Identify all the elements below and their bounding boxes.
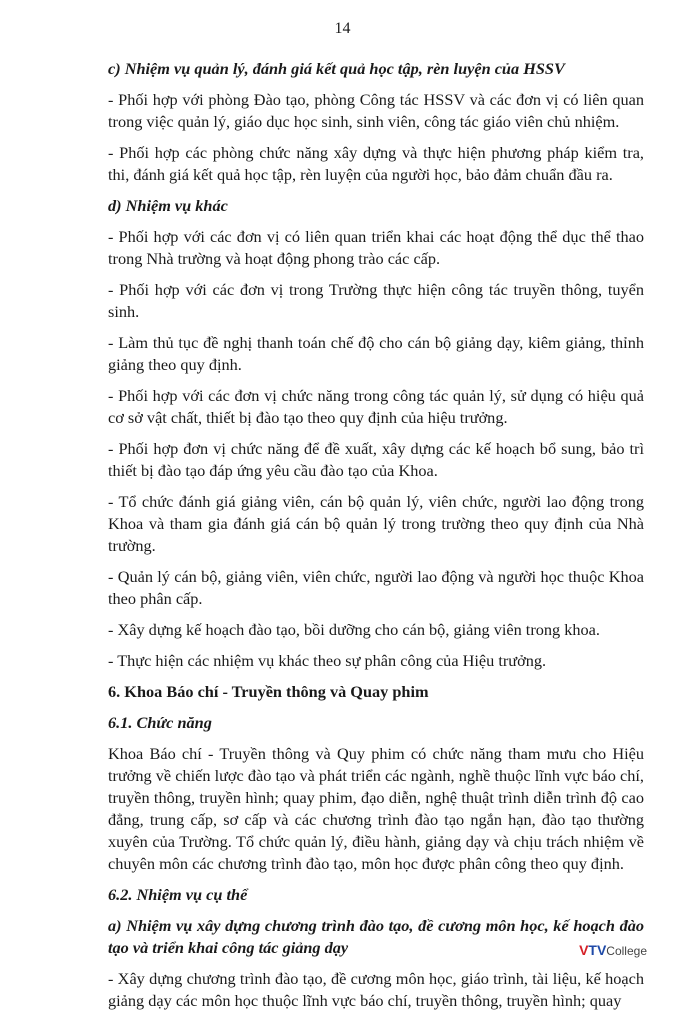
paragraph: - Phối hợp đơn vị chức năng để đề xuất, xây dựng các kế hoạch bổ sung, bảo trì thiết bị đào tạo đáp ứng yêu cầu đào tạo của Khoa. — [108, 439, 644, 480]
logo-part2: TV — [588, 942, 607, 958]
paragraph: Khoa Báo chí - Truyền thông và Quy phim có chức năng tham mưu cho Hiệu trưởng về chiến lược đào tạo và phát triển các ngành, nghề thuộc lĩnh vực báo chí, truyền thông, truyền hình; quay phim, đạo diễn, nghệ thuật trình diễn trình độ cao đẳng, trung cấp, sơ cấp và các chương trình đào tạo ngắn hạn, đào tạo thường xuyên của Trường. Tổ chức quản lý, điều hành, giảng dạy và chịu trách nhiệm về chuyên môn các chương trình đào tạo, môn học được phân công theo quy định. — [108, 744, 644, 873]
document-body — [108, 58, 644, 1021]
section-heading: 6. Khoa Báo chí - Truyền thông và Quay phim — [108, 682, 429, 701]
paragraph: - Quản lý cán bộ, giảng viên, viên chức, người lao động và người học thuộc Khoa theo phân cấp. — [108, 567, 644, 608]
section-subheading: d) Nhiệm vụ khác — [108, 196, 228, 215]
paragraph: - Tổ chức đánh giá giảng viên, cán bộ quản lý, viên chức, người lao động trong Khoa và tham gia đánh giá cán bộ quản lý trong trường theo quy định của Nhà trường. — [108, 492, 644, 555]
vtv-college-logo — [579, 942, 647, 958]
subsection-heading: 6.1. Chức năng — [108, 713, 212, 732]
logo-part1: V — [579, 942, 589, 958]
paragraph: - Phối hợp các phòng chức năng xây dựng và thực hiện phương pháp kiểm tra, thi, đánh giá kết quả học tập, rèn luyện của người học, bảo đảm chuẩn đầu ra. — [108, 143, 644, 184]
paragraph: - Phối hợp với các đơn vị chức năng trong công tác quản lý, sử dụng có hiệu quả cơ sở vật chất, thiết bị đào tạo theo quy định của hiệu trưởng. — [108, 386, 644, 427]
paragraph: - Phối hợp với phòng Đào tạo, phòng Công tác HSSV và các đơn vị có liên quan trong việc quản lý, giáo dục học sinh, sinh viên, công tác giáo viên chủ nhiệm. — [108, 90, 644, 131]
paragraph: - Xây dựng chương trình đào tạo, đề cương môn học, giáo trình, tài liệu, kế hoạch giảng dạy các môn học thuộc lĩnh vực báo chí, truyền thông, truyền hình; quay — [108, 969, 644, 1010]
paragraph: - Làm thủ tục đề nghị thanh toán chế độ cho cán bộ giảng dạy, kiêm giảng, thỉnh giảng theo quy định. — [108, 333, 644, 374]
paragraph: - Xây dựng kế hoạch đào tạo, bồi dưỡng cho cán bộ, giảng viên trong khoa. — [108, 620, 600, 639]
section-subheading: a) Nhiệm vụ xây dựng chương trình đào tạo, đề cương môn học, kế hoạch đào tạo và triển khai công tác giảng dạy — [108, 916, 644, 957]
paragraph: - Phối hợp với các đơn vị trong Trường thực hiện công tác truyền thông, tuyển sinh. — [108, 280, 644, 321]
page-number: 14 — [334, 20, 351, 37]
section-subheading: c) Nhiệm vụ quản lý, đánh giá kết quả học tập, rèn luyện của HSSV — [108, 59, 565, 78]
paragraph: - Phối hợp với các đơn vị có liên quan triển khai các hoạt động thể dục thể thao trong Nhà trường và hoạt động phong trào các cấp. — [108, 227, 644, 268]
paragraph: - Thực hiện các nhiệm vụ khác theo sự phân công của Hiệu trưởng. — [108, 651, 547, 670]
logo-part3: College — [606, 944, 647, 958]
subsection-heading: 6.2. Nhiệm vụ cụ thể — [108, 885, 248, 904]
